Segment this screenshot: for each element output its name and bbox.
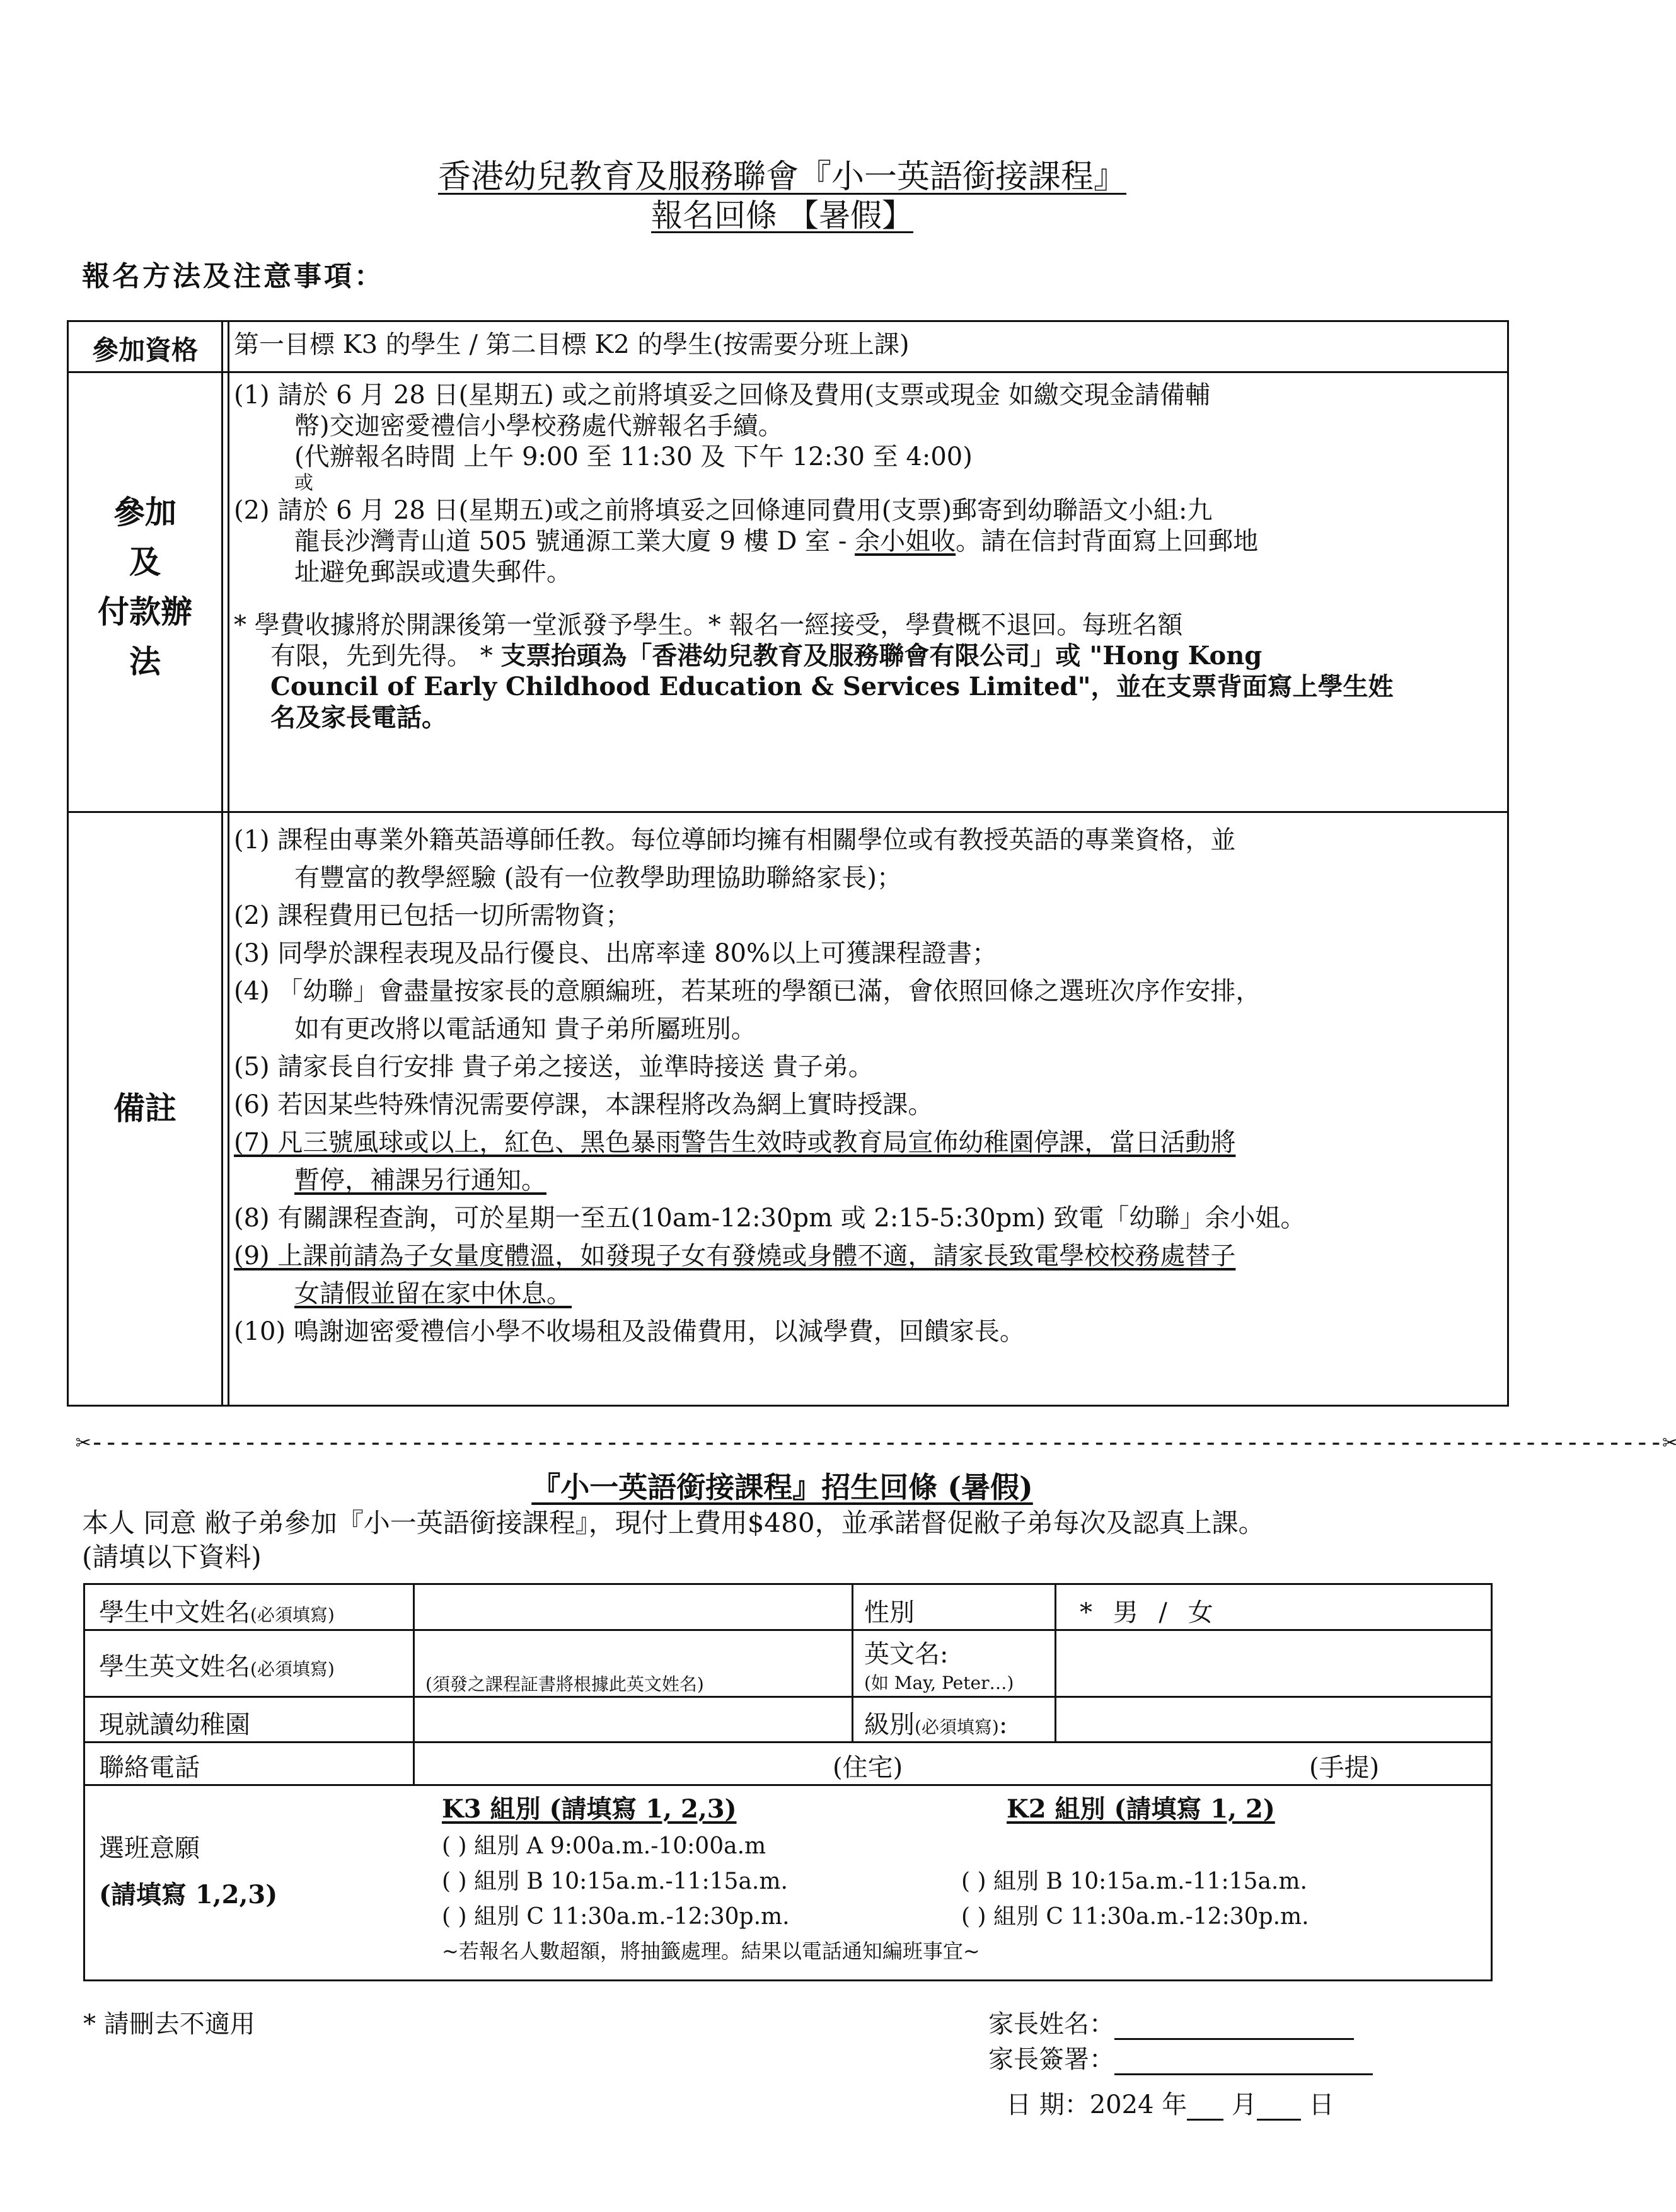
english-name-label: 學生英文姓名(必須填寫) (99, 1652, 335, 1681)
row-divider (85, 1741, 1491, 1743)
k2-group-heading: K2 組別 (請填寫 1, 2) (1007, 1794, 1275, 1824)
column-divider (413, 1741, 415, 1784)
remark-item: (10) 鳴謝迦密愛禮信小學不收場租及設備費用，以減學費，回饋家長。 (234, 1317, 1025, 1346)
home-phone-label[interactable]: (住宅) (833, 1753, 903, 1782)
english-name-example: (如 May, Peter…) (864, 1673, 1014, 1693)
lottery-note: ~若報名人數超額，將抽籤處理。結果以電話通知編班事宜~ (442, 1939, 980, 1963)
remark-item: (4) 「幼聯」會盡量按家長的意願編班，若某班的學額已滿，會依照回條之選班次序作安排， (234, 977, 1261, 1006)
gender-label: 性別 (864, 1598, 915, 1627)
payment-item-2-address: 龍長沙灣青山道 505 號通源工業大廈 9 樓 D 室 - 余小姐收。請在信封背面寫上回郵地 (294, 526, 1259, 556)
payment-office-hours: (代辦報名時間 上午 9:00 至 11:30 及 下午 12:30 至 4:00) (294, 442, 973, 471)
remark-item: (1) 課程由專業外籍英語導師任教。每位導師均擁有相關學位或有教授英語的專業資格，並 (234, 826, 1236, 855)
payment-item-1-cont: 幣)交迦密愛禮信小學校務處代辦報名手續。 (294, 411, 783, 441)
row-divider (69, 811, 1507, 813)
reply-slip-title: 『小一英語銜接課程』招生回條 (暑假) (531, 1470, 1033, 1504)
payment-note-cont: 有限，先到先得。 * 支票抬頭為「香港幼兒教育及服務聯會有限公司」或 "Hong Kong (270, 641, 1263, 671)
payment-item-1: (1) 請於 6 月 28 日(星期五) 或之前將填妥之回條及費用(支票或現金 如繳交現金請備輔 (234, 381, 1210, 410)
instructions-heading: 報名方法及注意事項： (82, 260, 384, 292)
payment-or: 或 (294, 472, 313, 495)
remark-item-cont: 暫停，補課另行通知。 (294, 1166, 546, 1195)
enrollment-form (83, 1583, 1493, 1981)
chinese-name-field[interactable] (425, 1587, 848, 1627)
delete-note: * 請刪去不適用 (83, 2010, 255, 2039)
column-divider (1055, 1585, 1056, 1741)
remark-item: (3) 同學於課程表現及品行優良、出席率達 80%以上可獲課程證書； (234, 939, 997, 968)
info-table (67, 320, 1509, 1407)
payment-note: * 學費收據將於開課後第一堂派發予學生。* 報名一經接受，學費概不退回。每班名額 (234, 611, 1183, 640)
english-name-field[interactable]: (須發之課程証書將根據此英文姓名) (425, 1674, 704, 1695)
column-divider (413, 1585, 415, 1741)
column-divider (221, 322, 223, 1405)
eligibility-label: 參加資格 (91, 335, 198, 366)
remark-item-cont: 有豐富的教學經驗 (設有一位教學助理協助聯絡家長)； (294, 863, 902, 892)
parent-signature-field[interactable] (1114, 2073, 1373, 2075)
parent-name-label: 家長姓名： (988, 2010, 1114, 2039)
remark-item: (5) 請家長自行安排 貴子弟之接送，並準時接送 貴子弟。 (234, 1052, 874, 1081)
k3-group-b-option[interactable]: ( ) 組別 B 10:15a.m.-11:15a.m. (442, 1869, 788, 1894)
remark-item: (8) 有關課程查詢，可於星期一至五(10am-12:30pm 或 2:15-5:30pm) 致電「幼聯」余小姐。 (234, 1204, 1306, 1233)
remark-item: (2) 課程費用已包括一切所需物資； (234, 901, 631, 930)
payment-label: 參加 及 付款辦 法 (98, 493, 192, 680)
fill-note: (請填以下資料) (82, 1541, 262, 1572)
month-label: 月 (1231, 2090, 1257, 2119)
grade-label: 級別(必須填寫): (864, 1710, 1008, 1739)
kindergarten-field[interactable] (425, 1700, 848, 1739)
k2-group-b-option[interactable]: ( ) 組別 B 10:15a.m.-11:15a.m. (961, 1869, 1307, 1894)
payment-item-2-cont: 址避免郵誤或遺失郵件。 (294, 557, 572, 587)
kindergarten-label: 現就讀幼稚園 (99, 1710, 250, 1739)
k3-group-c-option[interactable]: ( ) 組別 C 11:30a.m.-12:30p.m. (442, 1904, 790, 1930)
row-divider (69, 371, 1507, 373)
remarks-label: 備註 (113, 1090, 176, 1127)
date-row (1006, 2085, 1334, 2121)
parent-name-row (988, 2004, 1354, 2040)
remark-item: (9) 上課前請為子女量度體溫，如發現子女有發燒或身體不適，請家長致電學校校務處替子 (234, 1241, 1236, 1270)
remarks-list (234, 821, 1498, 1351)
day-label: 日 (1309, 2090, 1334, 2119)
date-label: 日 期：2024 年 (1006, 2090, 1188, 2119)
eligibility-text: 第一目標 K3 的學生 / 第二目標 K2 的學生(按需要分班上課) (234, 330, 910, 359)
form-title: 香港幼兒教育及服務聯會『小一英語銜接課程』 (437, 158, 1126, 196)
form-subtitle: 報名回條 【暑假】 (651, 197, 913, 234)
agreement-text: 本人 同意 敝子弟參加『小一英語銜接課程』，現付上費用$480，並承諾督促敝子弟每次及認真上課。 (82, 1507, 1265, 1538)
day-field[interactable] (1257, 2119, 1301, 2121)
cut-line: ✂-----------------------------------------------------------------------------------------------------------------✂ (76, 1428, 1676, 1457)
remark-item: (7) 凡三號風球或以上，紅色、黑色暴雨警告生效時或教育局宣佈幼稚園停課，當日活動將 (234, 1128, 1236, 1157)
grade-field[interactable] (1067, 1700, 1483, 1739)
row-divider (85, 1784, 1491, 1786)
parent-signature-label: 家長簽署： (988, 2045, 1114, 2074)
row-divider (85, 1629, 1491, 1631)
remark-item-cont: 如有更改將以電話通知 貴子弟所屬班別。 (294, 1015, 756, 1044)
phone-label: 聯絡電話 (99, 1753, 200, 1782)
payment-cheque-payee: Council of Early Childhood Education & Services Limited"，並在支票背面寫上學生姓 (270, 671, 1394, 701)
payment-methods (234, 380, 1498, 734)
row-divider (85, 1696, 1491, 1698)
column-divider (852, 1585, 853, 1741)
k3-group-a-option[interactable]: ( ) 組別 A 9:00a.m.-10:00a.m (442, 1833, 766, 1859)
payment-item-2: (2) 請於 6 月 28 日(星期五)或之前將填妥之回條連同費用(支票)郵寄到幼聯語文小組:九 (234, 495, 1213, 525)
k3-group-heading: K3 組別 (請填寫 1, 2,3) (442, 1794, 737, 1824)
gender-options[interactable]: * 男 / 女 (1080, 1598, 1220, 1627)
chinese-name-label: 學生中文姓名(必須填寫) (99, 1598, 335, 1627)
remark-item-cont: 女請假並留在家中休息。 (294, 1279, 572, 1308)
k2-group-c-option[interactable]: ( ) 組別 C 11:30a.m.-12:30p.m. (961, 1904, 1309, 1930)
mobile-phone-label[interactable]: (手提) (1309, 1753, 1380, 1782)
month-field[interactable] (1187, 2119, 1223, 2121)
remark-item: (6) 若因某些特殊情況需要停課，本課程將改為網上實時授課。 (234, 1090, 933, 1119)
english-first-name-field[interactable] (1067, 1635, 1483, 1692)
english-first-name-label: 英文名: (864, 1640, 949, 1669)
class-preference-fill: (請填寫 1,2,3) (99, 1880, 278, 1910)
payment-cheque-note: 名及家長電話。 (270, 702, 447, 732)
column-divider (228, 322, 229, 1405)
class-preference-label: 選班意願 (99, 1834, 200, 1863)
parent-signature-row (988, 2039, 1373, 2075)
